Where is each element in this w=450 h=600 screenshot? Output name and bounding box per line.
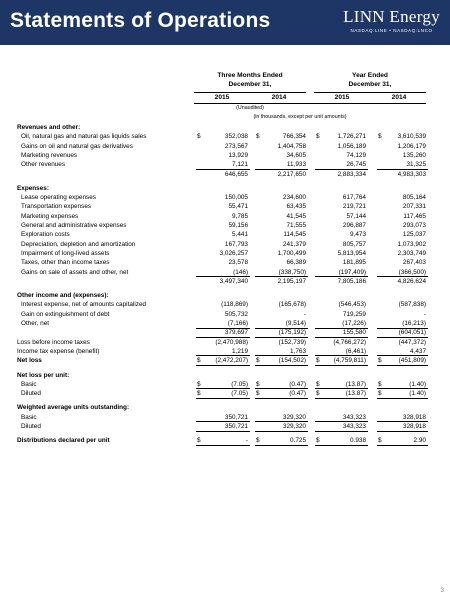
table-row xyxy=(0,258,450,267)
table-row xyxy=(0,132,450,141)
cell-value: 273,567 xyxy=(224,142,248,150)
cell-value: (17,226) xyxy=(342,320,366,327)
dollar-sign: $ xyxy=(197,133,201,141)
table-row xyxy=(0,300,450,309)
row-label: Depreciation, depletion and amortization xyxy=(21,240,136,248)
cell-value: 5,441 xyxy=(232,231,248,239)
cell-value: 766,354 xyxy=(282,133,306,141)
cell-value: 1,056,189 xyxy=(337,142,366,150)
table-row xyxy=(0,380,450,389)
cell-value: 181,895 xyxy=(342,259,366,267)
row-label: Taxes, other than income taxes xyxy=(21,259,110,267)
table-row xyxy=(0,356,450,365)
dollar-sign: $ xyxy=(378,133,382,141)
double-underline xyxy=(377,365,428,366)
page-title: Statements of Operations xyxy=(10,9,271,32)
row-label: Gains on sale of assets and other, net xyxy=(21,268,129,276)
cell-value: (13.87) xyxy=(345,390,366,398)
cell-value: (0.47) xyxy=(289,390,306,398)
cell-value: 1,206,179 xyxy=(397,142,426,150)
double-underline xyxy=(196,445,250,446)
cell-value: 117,465 xyxy=(403,212,426,220)
logo-ticker: NASDAQ:LINE • NASDAQ:LNCO xyxy=(350,28,433,33)
table-row xyxy=(0,277,450,286)
cell-value: 7,121 xyxy=(232,161,248,169)
table-row xyxy=(0,338,450,347)
cell-value: 31,325 xyxy=(406,161,426,169)
cell-value: 155,580 xyxy=(342,329,366,337)
double-underline xyxy=(315,398,368,399)
cell-value: (4,766,272) xyxy=(333,338,366,346)
cell-value: - xyxy=(423,310,426,318)
cell-value: 1,763 xyxy=(290,347,306,355)
col-group-year-line2: December 31, xyxy=(348,81,392,88)
table-row xyxy=(0,268,450,277)
dollar-sign: $ xyxy=(256,390,260,398)
row-label: General and administrative expenses xyxy=(21,222,127,229)
unaudited-note: (Unaudited) xyxy=(236,105,264,111)
table-row xyxy=(0,310,450,319)
cell-value: 66,389 xyxy=(286,259,306,267)
cell-value: 2.90 xyxy=(413,437,426,445)
cell-value: 646,655 xyxy=(224,170,248,178)
section-heading xyxy=(0,184,450,193)
table-row xyxy=(0,212,450,221)
cell-value: 1,219 xyxy=(232,347,248,355)
cell-value: 379,697 xyxy=(224,329,248,337)
company-logo xyxy=(343,8,440,33)
cell-value: (197,409) xyxy=(338,268,366,276)
cell-value: (0.47) xyxy=(289,380,306,388)
cell-value: 9,785 xyxy=(232,212,248,220)
table-row xyxy=(0,422,450,431)
section-heading xyxy=(0,291,450,300)
table-row xyxy=(0,413,450,422)
row-label: Marketing expenses xyxy=(21,212,79,220)
cell-value: (338,750) xyxy=(278,268,306,276)
dollar-sign: $ xyxy=(256,133,260,141)
cell-value: 3,026,257 xyxy=(219,249,248,257)
row-label: Other, net xyxy=(21,320,50,327)
section-heading xyxy=(0,123,450,132)
table-row xyxy=(0,160,450,169)
table-row xyxy=(0,142,450,151)
dollar-sign: $ xyxy=(256,380,260,388)
cell-value: 2,883,334 xyxy=(337,170,366,178)
col-group-year-line1: Year Ended xyxy=(352,72,388,79)
cell-value: (118,869) xyxy=(221,301,248,309)
row-label: Diluted xyxy=(21,390,41,398)
cell-value: 505,732 xyxy=(224,310,248,318)
cell-value: 241,379 xyxy=(282,240,306,248)
dollar-sign: $ xyxy=(256,357,260,365)
dollar-sign: $ xyxy=(316,437,320,445)
cell-value: 3,497,340 xyxy=(219,277,248,285)
row-label: Gains on oil and natural gas derivatives xyxy=(21,142,133,150)
row-label: Impairment of long-lived assets xyxy=(21,249,110,257)
cell-value: 9,473 xyxy=(350,231,366,239)
table-row xyxy=(0,230,450,239)
cell-value: (2,472,207) xyxy=(215,357,248,365)
cell-value: 719,259 xyxy=(342,310,366,318)
row-label: Basic xyxy=(21,413,37,421)
table-row xyxy=(0,193,450,202)
cell-value: 343,323 xyxy=(342,423,366,430)
col-group-underline xyxy=(314,92,426,93)
table-row xyxy=(0,151,450,160)
cell-value: 11,933 xyxy=(286,161,306,169)
row-label: Weighted average units outstanding: xyxy=(17,404,130,412)
cell-value: (604,051) xyxy=(398,329,426,337)
cell-value: (6,461) xyxy=(345,347,366,355)
cell-value: (4,759,811) xyxy=(333,357,366,365)
double-underline xyxy=(315,431,368,432)
cell-value: 207,331 xyxy=(402,203,426,211)
cell-value: (7,166) xyxy=(227,320,248,327)
cell-value: 4,983,303 xyxy=(397,170,426,178)
cell-value: (447,372) xyxy=(398,338,426,346)
double-underline xyxy=(255,445,308,446)
dollar-sign: $ xyxy=(197,390,201,398)
col-group-underline xyxy=(194,92,306,93)
cell-value: 150,005 xyxy=(224,194,248,202)
col-year-1: 2015 xyxy=(214,94,230,101)
cell-value: 63,435 xyxy=(286,203,306,211)
cell-value: 13,929 xyxy=(228,151,248,159)
row-label: Marketing revenues xyxy=(21,151,78,159)
cell-value: 71,555 xyxy=(286,222,306,229)
cell-value: 805,757 xyxy=(342,240,366,248)
cell-value: (2,470,988) xyxy=(215,338,248,346)
section-heading xyxy=(0,403,450,412)
col-year-2: 2014 xyxy=(271,94,287,101)
cell-value: (165,678) xyxy=(278,301,306,309)
cell-value: (154,502) xyxy=(278,357,306,365)
double-underline xyxy=(255,365,308,366)
cell-value: (1.40) xyxy=(409,380,426,388)
cell-value: 23,578 xyxy=(228,259,248,267)
cell-value: 805,164 xyxy=(402,194,426,202)
dollar-sign: $ xyxy=(197,380,201,388)
cell-value: 328,918 xyxy=(402,413,426,421)
row-label: Expenses: xyxy=(17,184,49,192)
col-group-three-months-line2: December 31, xyxy=(228,81,272,88)
row-label: Distributions declared per unit xyxy=(17,437,110,445)
row-label: Interest expense, net of amounts capitalized xyxy=(21,301,147,309)
table-row xyxy=(0,389,450,398)
cell-value: 1,073,902 xyxy=(397,240,426,248)
header-banner xyxy=(0,0,450,45)
dollar-sign: $ xyxy=(316,133,320,141)
cell-value: 617,764 xyxy=(342,194,366,202)
double-underline xyxy=(196,431,250,432)
row-label: Other revenues xyxy=(21,161,66,169)
double-underline xyxy=(255,398,308,399)
cell-value: (546,453) xyxy=(338,301,366,309)
double-underline xyxy=(196,365,250,366)
cell-value: 296,887 xyxy=(342,222,366,229)
cell-value: 1,726,271 xyxy=(337,133,366,141)
cell-value: 0.938 xyxy=(350,437,366,445)
dollar-sign: $ xyxy=(378,357,382,365)
cell-value: 55,471 xyxy=(228,203,248,211)
col-year-3: 2015 xyxy=(334,94,350,101)
cell-value: (146) xyxy=(233,268,248,276)
row-label: Oil, natural gas and natural gas liquids sales xyxy=(21,133,147,141)
cell-value: 3,610,539 xyxy=(397,133,426,141)
row-label: Lease operating expenses xyxy=(21,194,96,202)
cell-value: 350,721 xyxy=(224,423,248,430)
dollar-sign: $ xyxy=(256,437,260,445)
cell-value: - xyxy=(245,437,248,445)
row-label: Revenues and other: xyxy=(17,124,81,131)
section-heading xyxy=(0,371,450,380)
table-row xyxy=(0,319,450,328)
cell-value: 4,437 xyxy=(410,347,426,355)
table-row xyxy=(0,328,450,337)
cell-value: 125,037 xyxy=(402,231,426,239)
cell-value: 26,745 xyxy=(346,161,366,169)
table-row xyxy=(0,249,450,258)
cell-value: 4,826,624 xyxy=(397,277,426,285)
cell-value: 57,144 xyxy=(346,212,366,220)
table-row xyxy=(0,170,450,179)
cell-value: 328,918 xyxy=(402,423,426,430)
row-label: Transportation expenses xyxy=(21,203,92,211)
cell-value: (9,514) xyxy=(285,320,306,327)
cell-value: 2,303,749 xyxy=(397,249,426,257)
cell-value: 1,700,499 xyxy=(277,249,306,257)
double-underline xyxy=(196,398,250,399)
cell-value: 41,545 xyxy=(286,212,306,220)
row-label: Gain on extinguishment of debt xyxy=(21,310,110,318)
double-underline xyxy=(377,445,428,446)
cell-value: (7.05) xyxy=(231,380,248,388)
dollar-sign: $ xyxy=(316,357,320,365)
cell-value: 1,404,758 xyxy=(277,142,306,150)
dollar-sign: $ xyxy=(197,357,201,365)
cell-value: (7.05) xyxy=(231,390,248,398)
cell-value: 329,320 xyxy=(282,413,306,421)
cell-value: 350,721 xyxy=(224,413,248,421)
col-group-three-months-line1: Three Months Ended xyxy=(217,72,283,79)
double-underline xyxy=(315,365,368,366)
cell-value: 2,195,197 xyxy=(277,277,306,285)
row-label: Exploration costs xyxy=(21,231,70,239)
dollar-sign: $ xyxy=(378,380,382,388)
cell-value: 234,600 xyxy=(282,194,306,202)
cell-value: 219,721 xyxy=(342,203,366,211)
cell-value: 114,545 xyxy=(283,231,306,239)
dollar-sign: $ xyxy=(316,380,320,388)
double-underline xyxy=(377,431,428,432)
table-row xyxy=(0,240,450,249)
cell-value: (451,809) xyxy=(398,357,426,365)
cell-value: (152,739) xyxy=(278,338,306,346)
cell-value: 34,605 xyxy=(286,151,306,159)
row-label: Diluted xyxy=(21,423,41,430)
row-label: Income tax expense (benefit) xyxy=(17,347,100,355)
cell-value: 167,793 xyxy=(224,240,248,248)
cell-value: 59,156 xyxy=(228,222,248,229)
dollar-sign: $ xyxy=(316,390,320,398)
table-row xyxy=(0,436,450,445)
double-underline xyxy=(377,398,428,399)
col-year-4: 2014 xyxy=(391,94,407,101)
table-row xyxy=(0,202,450,211)
cell-value: 7,805,186 xyxy=(337,277,366,285)
cell-value: 352,038 xyxy=(224,133,248,141)
cell-value: 0.725 xyxy=(290,437,306,445)
cell-value: (16,213) xyxy=(402,320,426,327)
row-label: Basic xyxy=(21,380,37,388)
cell-value: (13.87) xyxy=(345,380,366,388)
row-label: Other income and (expenses): xyxy=(17,292,109,300)
cell-value: 5,813,954 xyxy=(337,249,366,257)
row-label: Loss before income taxes xyxy=(17,338,90,346)
page-number: 3 xyxy=(440,588,444,594)
table-row xyxy=(0,347,450,356)
cell-value: (1.40) xyxy=(409,390,426,398)
cell-value: 135,260 xyxy=(402,151,426,159)
table-row xyxy=(0,221,450,230)
dollar-sign: $ xyxy=(378,390,382,398)
double-underline xyxy=(255,431,308,432)
cell-value: 293,073 xyxy=(402,222,426,229)
dollar-sign: $ xyxy=(197,437,201,445)
cell-value: (175,192) xyxy=(278,329,306,337)
cell-value: 329,320 xyxy=(282,423,306,430)
row-label: Net loss per unit: xyxy=(17,371,70,379)
dollar-sign: $ xyxy=(378,437,382,445)
cell-value: 2,217,650 xyxy=(277,170,306,178)
logo-name: LINN Energy xyxy=(343,7,440,26)
row-label: Net loss xyxy=(17,357,42,365)
units-note: (in thousands, except per unit amounts) xyxy=(253,114,347,120)
cell-value: 267,403 xyxy=(402,259,426,267)
double-underline xyxy=(315,445,368,446)
cell-value: 74,129 xyxy=(346,151,366,159)
cell-value: - xyxy=(303,310,306,318)
year-underline xyxy=(194,103,426,104)
cell-value: (587,838) xyxy=(398,301,426,309)
cell-value: (366,500) xyxy=(398,268,426,276)
cell-value: 343,323 xyxy=(342,413,366,421)
